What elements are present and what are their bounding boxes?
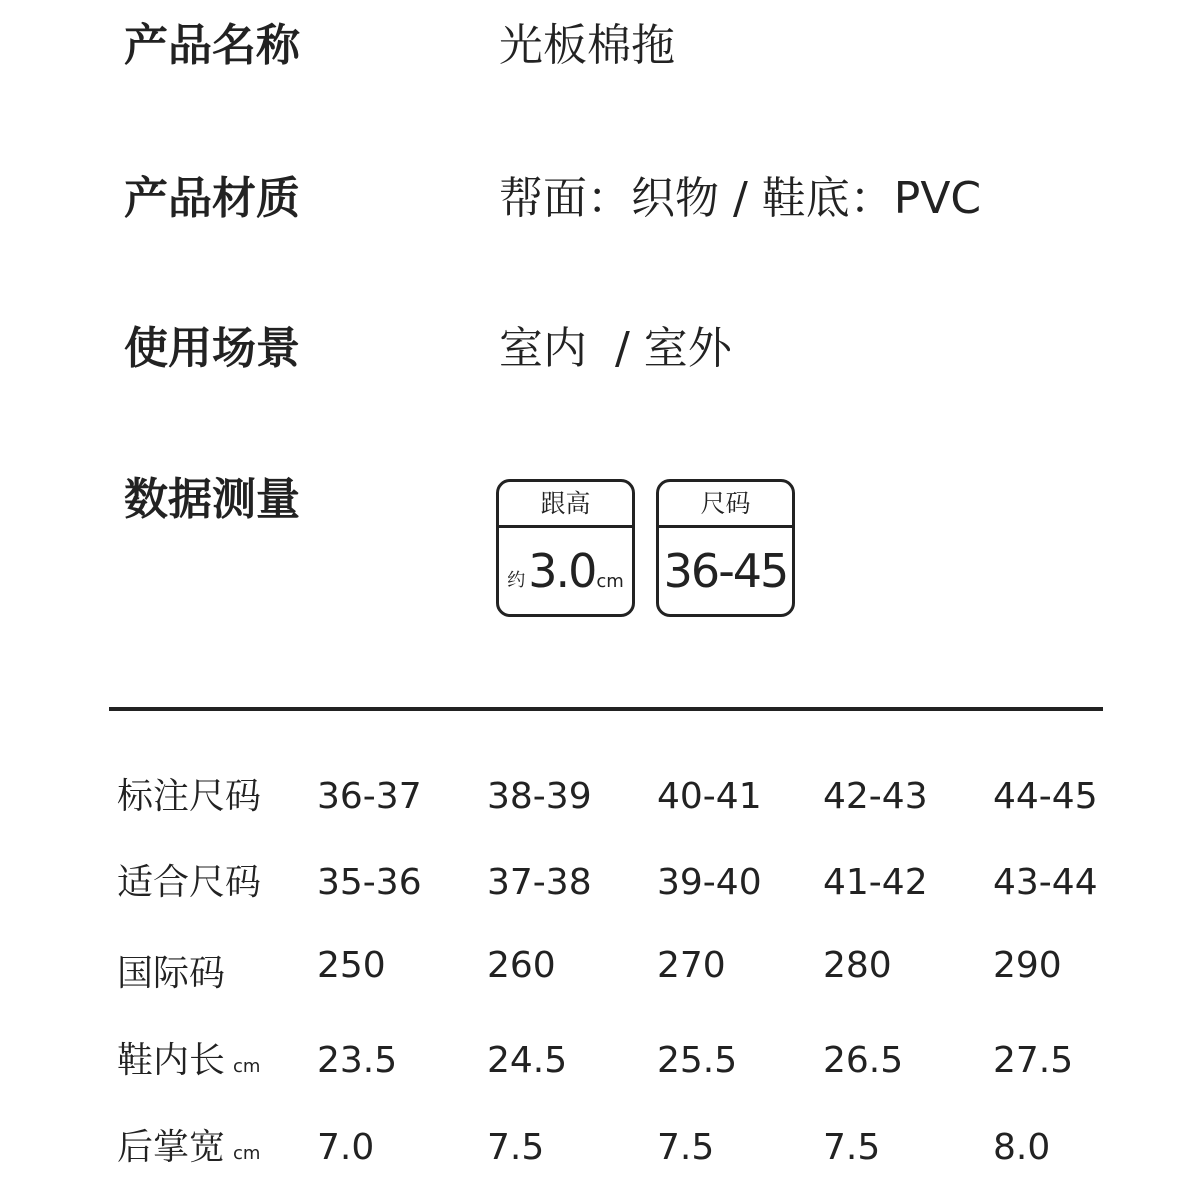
table-cell: 44-45 <box>993 776 1098 817</box>
section-divider <box>109 707 1103 711</box>
table-cell: 27.5 <box>993 1040 1074 1081</box>
heel-height-unit: cm <box>596 571 624 592</box>
table-cell: 7.5 <box>823 1127 881 1168</box>
table-cell: 39-40 <box>657 862 762 903</box>
product-material-value: 帮面：织物 / 鞋底：PVC <box>499 173 982 224</box>
table-row-label <box>117 776 262 817</box>
heel-height-card-title: 跟高 <box>499 482 632 528</box>
table-row-label-text: 鞋内长 <box>117 1040 226 1081</box>
table-cell: 43-44 <box>993 862 1098 903</box>
usage-scene-label: 使用场景 <box>124 323 300 374</box>
table-cell: 260 <box>487 945 556 986</box>
size-range-value: 36-45 <box>663 544 788 598</box>
table-cell: 26.5 <box>823 1040 904 1081</box>
table-cell: 38-39 <box>487 776 592 817</box>
table-cell: 36-37 <box>317 776 422 817</box>
table-row-label <box>117 1040 261 1081</box>
table-row-unit: cm <box>233 1143 261 1164</box>
table-cell: 42-43 <box>823 776 928 817</box>
heel-height-value: 3.0 <box>528 544 596 598</box>
size-range-card-body <box>659 528 792 614</box>
table-row-label <box>117 862 262 903</box>
table-cell: 270 <box>657 945 726 986</box>
table-cell: 250 <box>317 945 386 986</box>
table-row-label-text: 标注尺码 <box>117 776 262 817</box>
table-cell: 37-38 <box>487 862 592 903</box>
size-range-card-title: 尺码 <box>659 482 792 528</box>
table-cell: 7.0 <box>317 1127 375 1168</box>
table-cell: 290 <box>993 945 1062 986</box>
heel-height-card <box>496 479 635 617</box>
heel-height-prefix: 约 <box>507 570 526 591</box>
table-row-label-text: 适合尺码 <box>117 862 262 903</box>
table-row-label-text: 后掌宽 <box>117 1127 226 1168</box>
table-row-label <box>117 1127 261 1168</box>
heel-height-card-body <box>499 528 632 614</box>
usage-scene-value: 室内 / 室外 <box>499 323 732 374</box>
table-row-label <box>117 953 226 994</box>
table-cell: 23.5 <box>317 1040 398 1081</box>
product-name-value: 光板棉拖 <box>499 20 675 71</box>
table-cell: 25.5 <box>657 1040 738 1081</box>
table-cell: 24.5 <box>487 1040 568 1081</box>
table-cell: 7.5 <box>487 1127 545 1168</box>
table-cell: 41-42 <box>823 862 928 903</box>
table-cell: 40-41 <box>657 776 762 817</box>
table-row-label-text: 国际码 <box>117 953 226 994</box>
size-range-card <box>656 479 795 617</box>
product-material-label: 产品材质 <box>124 173 300 224</box>
product-name-label: 产品名称 <box>124 20 300 71</box>
table-row-unit: cm <box>233 1056 261 1077</box>
table-cell: 8.0 <box>993 1127 1051 1168</box>
table-cell: 280 <box>823 945 892 986</box>
table-cell: 7.5 <box>657 1127 715 1168</box>
table-cell: 35-36 <box>317 862 422 903</box>
measurement-label: 数据测量 <box>124 474 300 525</box>
